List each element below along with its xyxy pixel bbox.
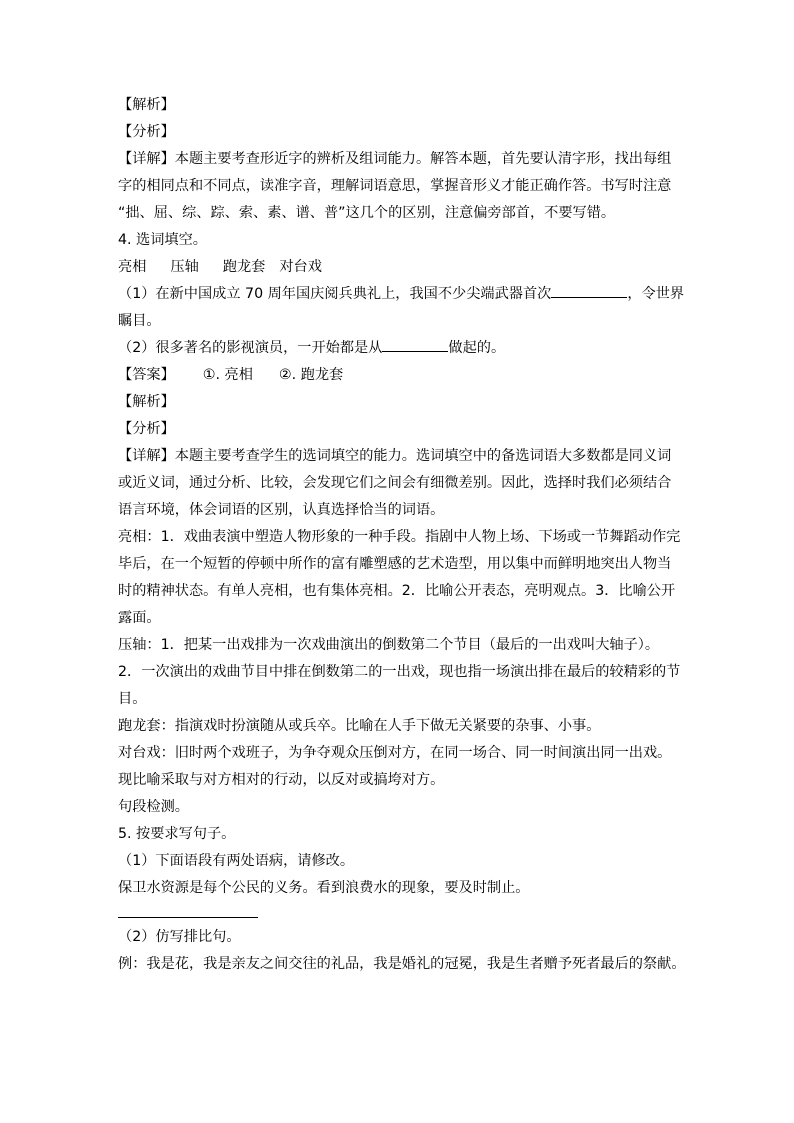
answer-item: ①. 亮相 bbox=[202, 367, 253, 383]
document-page bbox=[118, 92, 686, 978]
definition-line: 跑龙套：指演戏时扮演随从或兵卒。比喻在人手下做无关紧要的杂事、小事。 bbox=[118, 718, 601, 734]
answer-line bbox=[118, 362, 680, 389]
detail-paragraph-line: 【详解】本题主要考查形近字的辨析及组词能力。解答本题，首先要认清字形，找出每组 bbox=[118, 151, 672, 167]
question-line: （2）仿写排比句。 bbox=[118, 929, 241, 945]
question-title: 4. 选词填空。 bbox=[118, 232, 207, 248]
word-option: 亮相 bbox=[118, 259, 147, 275]
question-text: （1）在新中国成立 70 周年国庆阅兵典礼上，我国不少尖端武器首次 bbox=[118, 286, 552, 302]
question-text: 做起的。 bbox=[448, 340, 506, 356]
example-line: 例：我是花，我是亲友之间交往的礼品，我是婚礼的冠冕，我是生者赠予死者最后的祭献。 bbox=[118, 956, 686, 972]
question-title: 5. 按要求写句子。 bbox=[118, 826, 236, 842]
detail-paragraph-line: “拙、屈、综、踪、索、素、谱、普”这几个的区别，注意偏旁部首，不要写错。 bbox=[118, 205, 616, 221]
definition-line: 目。 bbox=[118, 691, 147, 707]
answer-blank-line bbox=[118, 917, 258, 918]
analysis-heading: 【解析】 bbox=[118, 394, 175, 410]
answer-blank bbox=[551, 282, 627, 298]
fenxi-heading: 【分析】 bbox=[118, 124, 175, 140]
question-line: （1）下面语段有两处语病，请修改。 bbox=[118, 853, 355, 869]
definition-line: 毕后，在一个短暂的停顿中所作的富有雕塑感的艺术造型，用以集中而鲜明地突出人物当 bbox=[118, 556, 672, 572]
definition-line: 时的精神状态。有单人亮相，也有集体亮相。2．比喻公开表态，亮明观点。3．比喻公开 bbox=[118, 583, 676, 599]
word-options bbox=[118, 254, 680, 281]
answer-label: 【答案】 bbox=[118, 367, 175, 383]
definition-line: 2．一次演出的戏曲节目中排在倒数第二的一出戏，现也指一场演出排在最后的较精彩的节 bbox=[118, 664, 681, 680]
definition-line: 对台戏：旧时两个戏班子，为争夺观众压倒对方，在同一场合、同一时间演出同一出戏。 bbox=[118, 745, 672, 761]
word-option: 压轴 bbox=[170, 259, 199, 275]
question-text: ，令世界 bbox=[627, 286, 685, 302]
question-text: （2）很多著名的影视演员，一开始都是从 bbox=[118, 340, 383, 356]
detail-paragraph-line: 或近义词，通过分析、比较，会发现它们之间会有细微差别。因此，选择时我们必须结合 bbox=[118, 475, 672, 491]
question-line bbox=[118, 281, 685, 308]
question-line bbox=[118, 335, 680, 362]
question-line: 保卫水资源是每个公民的义务。看到浪费水的现象，要及时制止。 bbox=[118, 880, 530, 896]
word-option: 对台戏 bbox=[279, 259, 322, 275]
question-line: 瞩目。 bbox=[118, 313, 161, 329]
word-option: 跑龙套 bbox=[222, 259, 266, 275]
definition-line: 露面。 bbox=[118, 610, 161, 626]
definition-line: 压轴：1．把某一出戏排为一次戏曲演出的倒数第二个节目（最后的一出戏叫大轴子）。 bbox=[118, 637, 660, 653]
answer-item: ②. 跑龙套 bbox=[278, 367, 344, 383]
section-title: 句段检测。 bbox=[118, 799, 189, 815]
definition-line: 亮相：1．戏曲表演中塑造人物形象的一种手段。指剧中人物上场、下场或一节舞蹈动作完 bbox=[118, 529, 681, 545]
answer-blank bbox=[382, 336, 448, 352]
detail-paragraph-line: 语言环境，体会词语的区别，认真选择恰当的词语。 bbox=[118, 502, 445, 518]
definition-line: 现比喻采取与对方相对的行动，以反对或搞垮对方。 bbox=[118, 772, 445, 788]
fenxi-heading: 【分析】 bbox=[118, 421, 175, 437]
analysis-heading: 【解析】 bbox=[118, 97, 175, 113]
detail-paragraph-line: 【详解】本题主要考查学生的选词填空的能力。选词填空中的备选词语大多数都是同义词 bbox=[118, 448, 672, 464]
detail-paragraph-line: 字的相同点和不同点，读准字音，理解词语意思，掌握音形义才能正确作答。书写时注意 bbox=[118, 178, 672, 194]
